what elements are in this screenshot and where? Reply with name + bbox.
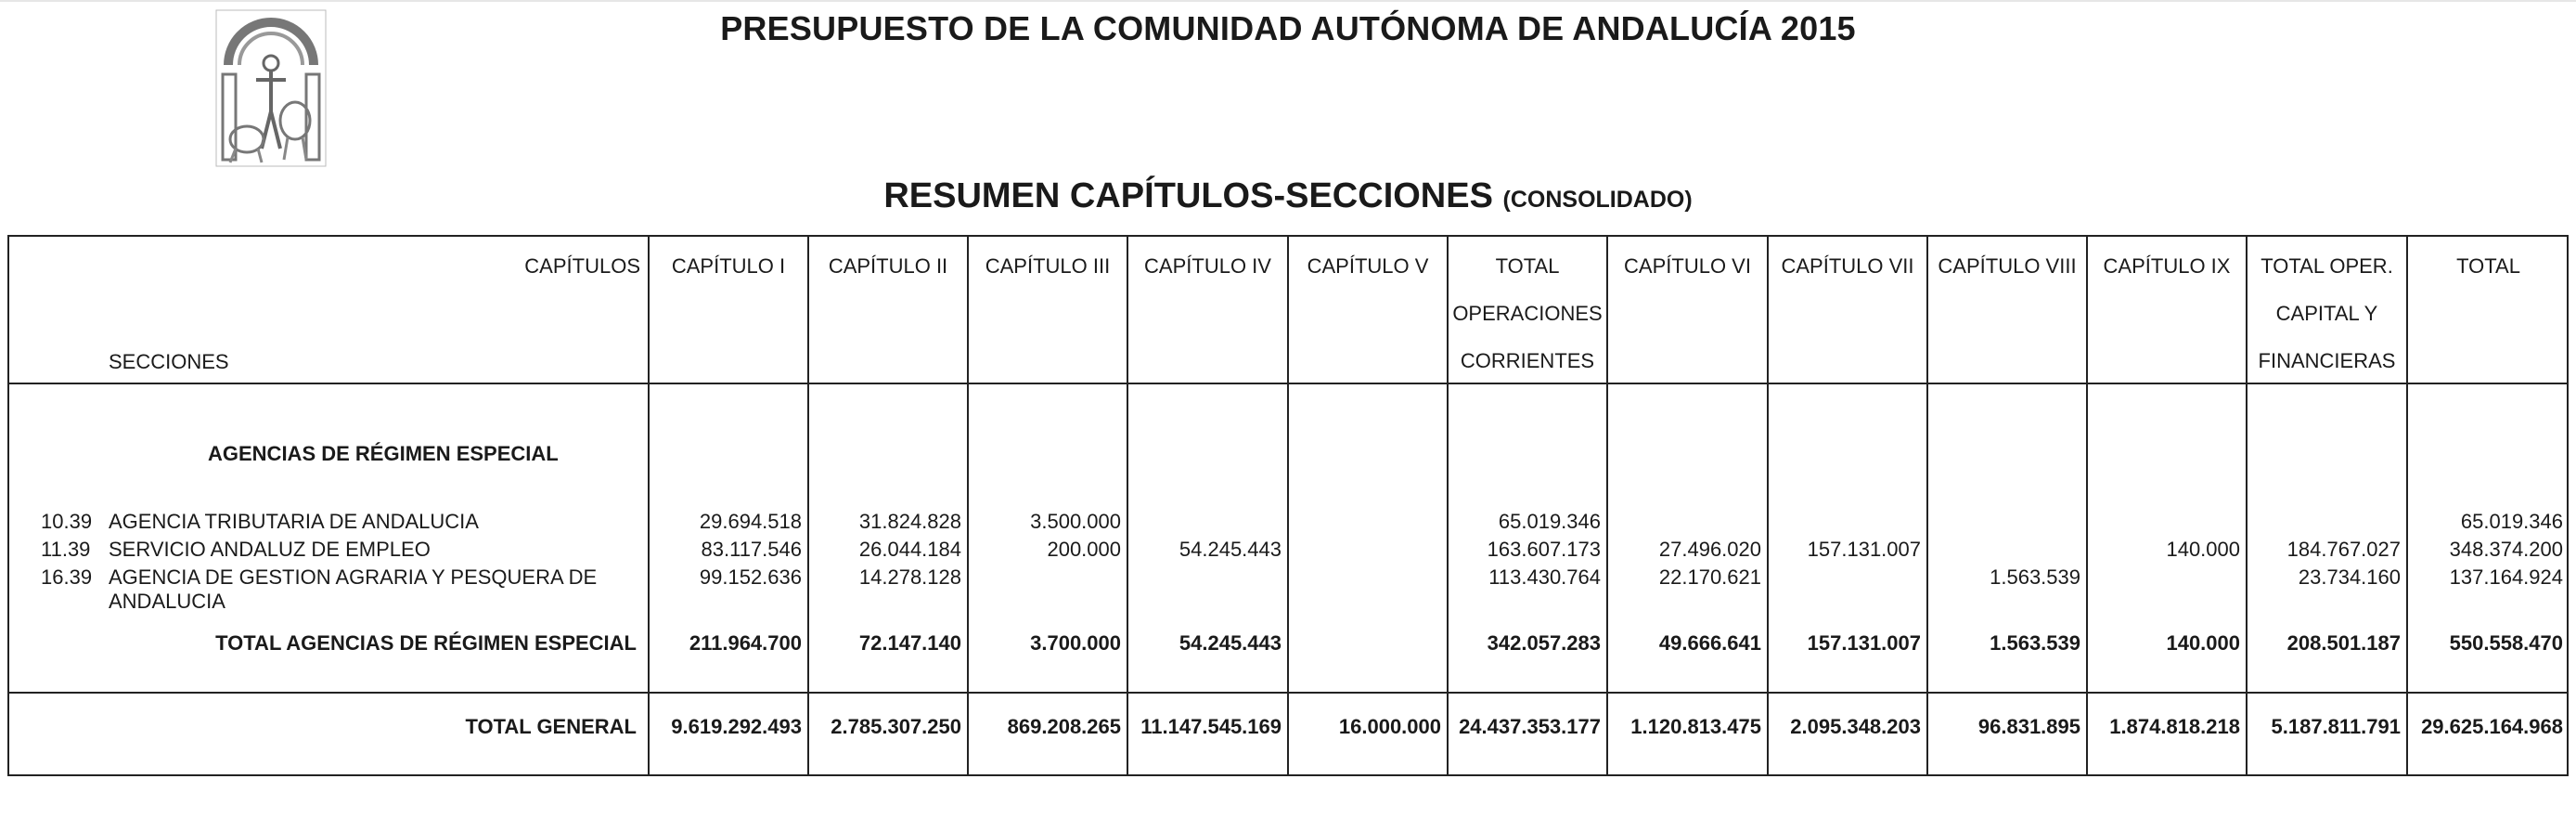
subtotal-row-col-12: 550.558.470 xyxy=(2449,631,2563,655)
column-header-10: CAPÍTULO IX xyxy=(2103,254,2231,278)
section-row-3-col-1: 99.152.636 xyxy=(699,565,802,589)
section-name: SERVICIO ANDALUZ DE EMPLEO xyxy=(109,538,431,561)
column-header-11: CAPITAL Y xyxy=(2275,302,2378,325)
section-row-2-col-10: 140.000 xyxy=(2166,538,2240,561)
section-row-2-col-2: 26.044.184 xyxy=(858,538,961,561)
section-row-3-col-12: 137.164.924 xyxy=(2449,565,2563,589)
grand-total-row-col-7: 1.120.813.475 xyxy=(1630,715,1761,738)
report-subtitle xyxy=(0,176,2576,216)
grand-total-row-col-5: 16.000.000 xyxy=(1338,715,1441,738)
column-divider-12 xyxy=(2406,235,2408,776)
column-divider-10 xyxy=(2086,235,2088,776)
grand-total-row-col-8: 2.095.348.203 xyxy=(1790,715,1921,738)
column-header-6: TOTAL xyxy=(1495,254,1560,278)
column-divider-5 xyxy=(1287,235,1289,776)
section-row-2-col-8: 157.131.007 xyxy=(1807,538,1921,561)
subtotal-row-col-9: 1.563.539 xyxy=(1990,631,2080,655)
page-title: PRESUPUESTO DE LA COMUNIDAD AUTÓNOMA DE ANDALUCÍA 2015 xyxy=(720,9,1856,47)
section-row-1-col-6: 65.019.346 xyxy=(1498,510,1601,533)
section-row-3-col-2: 14.278.128 xyxy=(858,565,961,589)
section-row-2-col-3: 200.000 xyxy=(1047,538,1121,561)
grand-total-row-col-9: 96.831.895 xyxy=(1977,715,2080,738)
section-row-1-col-2: 31.824.828 xyxy=(858,510,961,533)
section-code: 11.39 xyxy=(41,538,91,561)
column-divider-3 xyxy=(967,235,969,776)
section-row-2-col-4: 54.245.443 xyxy=(1179,538,1282,561)
section-row-3-col-11: 23.734.160 xyxy=(2298,565,2401,589)
section-row-3-col-7: 22.170.621 xyxy=(1658,565,1761,589)
section-row-1-col-12: 65.019.346 xyxy=(2460,510,2563,533)
section-row-1-col-1: 29.694.518 xyxy=(699,510,802,533)
subtotal-row-col-3: 3.700.000 xyxy=(1030,631,1121,655)
header-capitulos: CAPÍTULOS xyxy=(524,254,640,278)
section-row-2-col-11: 184.767.027 xyxy=(2286,538,2401,561)
subtotal-label: TOTAL AGENCIAS DE RÉGIMEN ESPECIAL xyxy=(215,631,637,655)
column-header-6: CORRIENTES xyxy=(1460,349,1595,372)
section-row-1-col-3: 3.500.000 xyxy=(1030,510,1121,533)
subtotal-row-col-4: 54.245.443 xyxy=(1179,631,1282,655)
column-divider-1 xyxy=(648,235,650,776)
column-divider-9 xyxy=(1926,235,1928,776)
column-divider-7 xyxy=(1606,235,1608,776)
grand-total-row-col-6: 24.437.353.177 xyxy=(1459,715,1601,738)
subtotal-row-col-1: 211.964.700 xyxy=(689,631,802,655)
column-header-6: OPERACIONES xyxy=(1452,302,1603,325)
column-header-3: CAPÍTULO III xyxy=(985,254,1111,278)
column-header-5: CAPÍTULO V xyxy=(1307,254,1429,278)
subtitle-note: (CONSOLIDADO) xyxy=(1502,187,1693,213)
column-header-8: CAPÍTULO VII xyxy=(1781,254,1914,278)
column-divider-2 xyxy=(807,235,809,776)
group-heading: AGENCIAS DE RÉGIMEN ESPECIAL xyxy=(208,442,559,465)
grand-total-row-col-10: 1.874.818.218 xyxy=(2109,715,2240,738)
grand-total-row-col-12: 29.625.164.968 xyxy=(2421,715,2563,738)
column-divider-4 xyxy=(1127,235,1128,776)
section-code: 16.39 xyxy=(41,565,93,589)
subtotal-row-col-6: 342.057.283 xyxy=(1487,631,1601,655)
section-row-3-col-6: 113.430.764 xyxy=(1488,565,1601,589)
section-row-3-col-9: 1.563.539 xyxy=(1990,565,2080,589)
column-header-9: CAPÍTULO VIII xyxy=(1938,254,2077,278)
header-secciones: SECCIONES xyxy=(109,350,229,373)
section-row-2-col-1: 83.117.546 xyxy=(701,538,802,561)
section-code: 10.39 xyxy=(41,510,93,533)
column-header-11: FINANCIERAS xyxy=(2258,349,2396,372)
section-name: AGENCIA TRIBUTARIA DE ANDALUCIA xyxy=(109,510,479,533)
section-row-2-col-12: 348.374.200 xyxy=(2449,538,2563,561)
column-header-11: TOTAL OPER. xyxy=(2260,254,2393,278)
column-header-1: CAPÍTULO I xyxy=(671,254,786,278)
grand-total-row-col-2: 2.785.307.250 xyxy=(831,715,961,738)
subtotal-row-col-10: 140.000 xyxy=(2166,631,2240,655)
grand-total-row-col-11: 5.187.811.791 xyxy=(2271,715,2401,738)
subtitle-main: RESUMEN CAPÍTULOS-SECCIONES xyxy=(883,176,1493,215)
subtotal-row-col-11: 208.501.187 xyxy=(2286,631,2401,655)
grand-total-row-col-1: 9.619.292.493 xyxy=(671,715,802,738)
grand-total-row-col-3: 869.208.265 xyxy=(1007,715,1121,738)
top-rule xyxy=(0,0,2576,2)
grand-total-row-col-4: 11.147.545.169 xyxy=(1140,715,1282,738)
subtotal-row-col-8: 157.131.007 xyxy=(1807,631,1921,655)
section-name: ANDALUCIA xyxy=(109,590,225,613)
column-header-4: CAPÍTULO IV xyxy=(1144,254,1271,278)
section-row-2-col-7: 27.496.020 xyxy=(1658,538,1761,561)
section-name: AGENCIA DE GESTION AGRARIA Y PESQUERA DE xyxy=(109,565,598,589)
column-header-7: CAPÍTULO VI xyxy=(1624,254,1751,278)
section-row-2-col-6: 163.607.173 xyxy=(1487,538,1601,561)
subtotal-row-col-2: 72.147.140 xyxy=(858,631,961,655)
column-header-2: CAPÍTULO II xyxy=(828,254,948,278)
grand-total-label: TOTAL GENERAL xyxy=(465,715,637,738)
column-divider-8 xyxy=(1767,235,1769,776)
subtotal-row-col-7: 49.666.641 xyxy=(1658,631,1761,655)
column-header-12: TOTAL xyxy=(2456,254,2520,278)
